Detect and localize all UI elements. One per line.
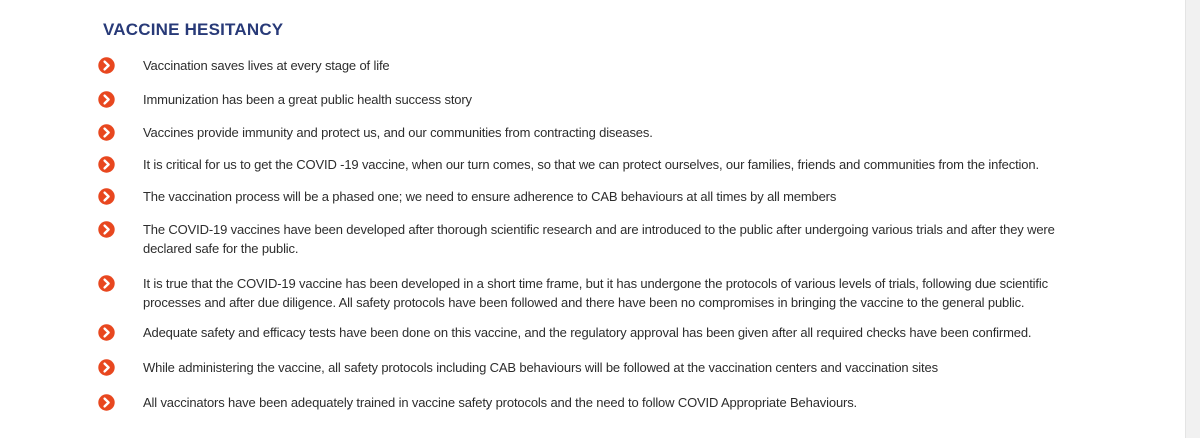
chevron-right-circle-icon — [98, 156, 115, 173]
list-item-text: It is critical for us to get the COVID -19 vaccine, when our turn comes, so that we can protect ourselves, our families, friends and communities from the infection. — [143, 157, 1039, 172]
chevron-right-circle-icon — [98, 57, 115, 74]
chevron-right-circle-icon — [98, 275, 115, 292]
chevron-right-circle-icon — [98, 188, 115, 205]
chevron-right-circle-icon — [98, 394, 115, 411]
list-item-text: The COVID-19 vaccines have been developed after thorough scientific research and are introduced to the public after undergoing various trials and after they were declared safe for the public. — [143, 222, 1055, 256]
chevron-right-circle-icon — [98, 324, 115, 341]
page-edge — [1185, 0, 1200, 438]
chevron-right-circle-icon — [98, 91, 115, 108]
chevron-right-circle-icon — [98, 359, 115, 376]
list-item-text: Vaccines provide immunity and protect us, and our communities from contracting diseases. — [143, 125, 653, 140]
list-item-text: It is true that the COVID-19 vaccine has been developed in a short time frame, but it has undergone the protocols of various levels of trials, following due scientific processes and after due diligence. All safety protocols have been followed and there have been no compromises in bringing the vaccine to the general public. — [143, 276, 1048, 310]
list-item-text: All vaccinators have been adequately trained in vaccine safety protocols and the need to follow COVID Appropriate Behaviours. — [143, 395, 858, 410]
section-heading: VACCINE HESITANCY — [103, 20, 284, 39]
list-item-text: While administering the vaccine, all safety protocols including CAB behaviours will be followed at the vaccination centers and vaccination sites — [143, 360, 938, 375]
list-item-text: Adequate safety and efficacy tests have been done on this vaccine, and the regulatory approval has been given after all required checks have been confirmed. — [143, 325, 1032, 340]
list-item-text: The vaccination process will be a phased one; we need to ensure adherence to CAB behaviours at all times by all members — [143, 189, 837, 204]
list-item-text: Immunization has been a great public health success story — [143, 92, 472, 107]
chevron-right-circle-icon — [98, 124, 115, 141]
chevron-right-circle-icon — [98, 221, 115, 238]
list-item-text: Vaccination saves lives at every stage of life — [143, 58, 390, 73]
